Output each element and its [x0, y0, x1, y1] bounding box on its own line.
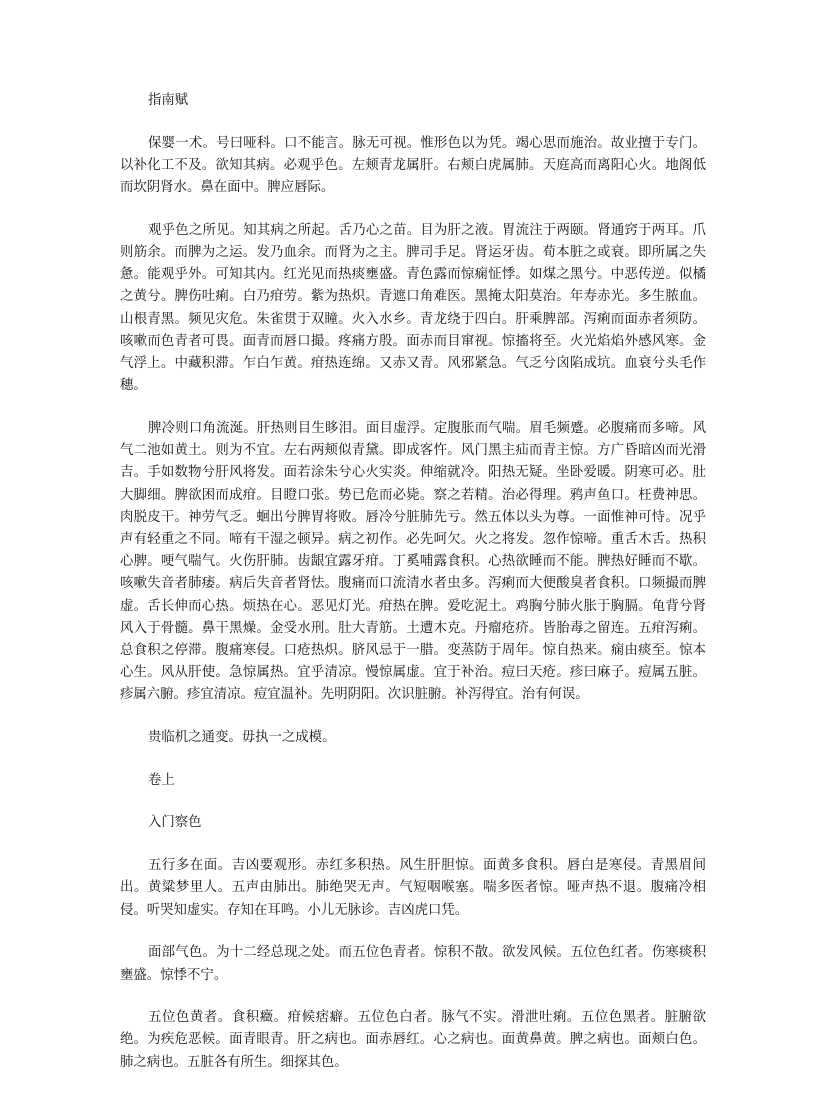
paragraph: 五行多在面。吉凶要观形。赤红多积热。风生肝胆惊。面黄多食积。唇白是寒侵。青黑眉间出。黄粱梦里人。五声由肺出。肺绝哭无声。气短咽喉塞。喘多医者惊。哑声热不退。腹痛冷相侵。听哭知虚实。存知在耳鸣。小儿无脉诊。吉凶虎口凭。	[120, 858, 706, 918]
document-body	[120, 90, 706, 1094]
paragraph: 面部气色。为十二经总现之处。而五位色青者。惊积不散。欲发风候。五位色红者。伤寒痰积壅盛。惊悸不宁。	[120, 945, 706, 983]
section-title: 指南赋	[148, 93, 189, 108]
paragraph: 贵临机之通变。毋执一之成模。	[148, 730, 336, 746]
paragraph: 保婴一术。号曰哑科。口不能言。脉无可视。惟形色以为凭。竭心思而施治。故业擅于专门。以补化工不及。欲知其病。必观乎色。左颊青龙属肝。右颊白虎属肺。天庭高而离阳心火。地阁低而坎阴肾水。鼻在面中。脾应唇际。	[120, 135, 706, 196]
volume-title: 卷上	[148, 772, 175, 788]
paragraph: 脾冷则口角流涎。肝热则目生眵泪。面目虚浮。定腹胀而气喘。眉毛频蹙。必腹痛而多啼。风气二池如黄土。则为不宜。左右两颊似青黛。即成客忤。风门黑主疝而青主惊。方广昏暗凶而光滑吉。手如数物兮肝风将发。面若涂朱兮心火实炎。伸缩就冷。阳热无疑。坐卧爱暖。阴寒可必。肚大脚细。脾欲困而成疳。目瞪口张。势已危而必毙。察之若精。治必得理。鸦声鱼口。枉费神思。肉脱皮干。神劳气乏。蛔出兮脾胃将败。唇冷兮脏肺先亏。然五体以头为尊。一面惟神可恃。况乎声有轻重之不同。啼有干湿之顿异。病之初作。必先呵欠。火之将发。忽作惊啼。重舌木舌。热积心脾。哽气喘气。火伤肝肺。齿龈宜露牙疳。丁奚哺露食积。心热欲睡而不能。脾热好睡而不歇。咳嗽失音者肺痿。病后失音者肾怯。腹痛而口流清水者虫多。泻痢而大便酸臭者食积。口频撮而脾虚。舌长伸而心热。烦热在心。恶见灯光。疳热在脾。爱吃泥土。鸡胸兮肺火胀于胸膈。龟背兮肾风入于骨髓。鼻干黑燥。金受水刑。肚大青筋。土遭木克。丹瘤疮疥。皆胎毒之留连。五疳泻痢。总食积之停滞。腹痛寒侵。口疮热炽。脐风忌于一腊。变蒸防于周年。惊自热来。痫由痰至。惊本心生。风从肝使。急惊属热。宜乎清凉。慢惊属虚。宜于补治。痘曰天疮。疹曰麻子。痘属五脏。疹属六腑。疹宜清凉。痘宜温补。先明阴阳。次识脏腑。补泻得宜。治有何误。	[120, 420, 706, 703]
chapter-title: 入门察色	[148, 815, 202, 831]
paragraph: 观乎色之所见。知其病之所起。舌乃心之苗。目为肝之液。胃流注于两颐。肾通窍于两耳。爪则筋余。而脾为之运。发乃血余。而肾为之主。脾司手足。肾运牙齿。荀本脏之或衰。即所属之失惫。能观乎外。可知其内。红光见而热痰壅盛。青色露而惊痫怔悸。如煤之黑兮。中恶传逆。似橘之黄兮。脾伤吐痢。白乃疳劳。紫为热炽。青遮口角难医。黑掩太阳莫治。年寿赤光。多生脓血。山根青黑。频见灾危。朱雀贯于双瞳。火入水乡。青龙绕于四白。肝乘脾部。泻痢而面赤者须防。咳嗽而色青者可畏。面青而唇口撮。疼痛方殷。面赤而目窜视。惊搐将至。火光焰焰外感风寒。金气浮上。中藏积滞。乍白乍黄。疳热连绵。又赤又青。风邪紧急。气乏兮囟陷成坑。血衰兮头毛作穗。	[120, 222, 706, 394]
paragraph: 五位色黄者。食积癥。疳候痞癖。五位色白者。脉气不实。滑泄吐痢。五位色黑者。脏腑欲绝。为疾危恶候。面青眼青。肝之病也。面赤唇红。心之病也。面黄鼻黄。脾之病也。面颊白色。肺之病也。五脏各有所生。细探其色。	[120, 1010, 706, 1070]
